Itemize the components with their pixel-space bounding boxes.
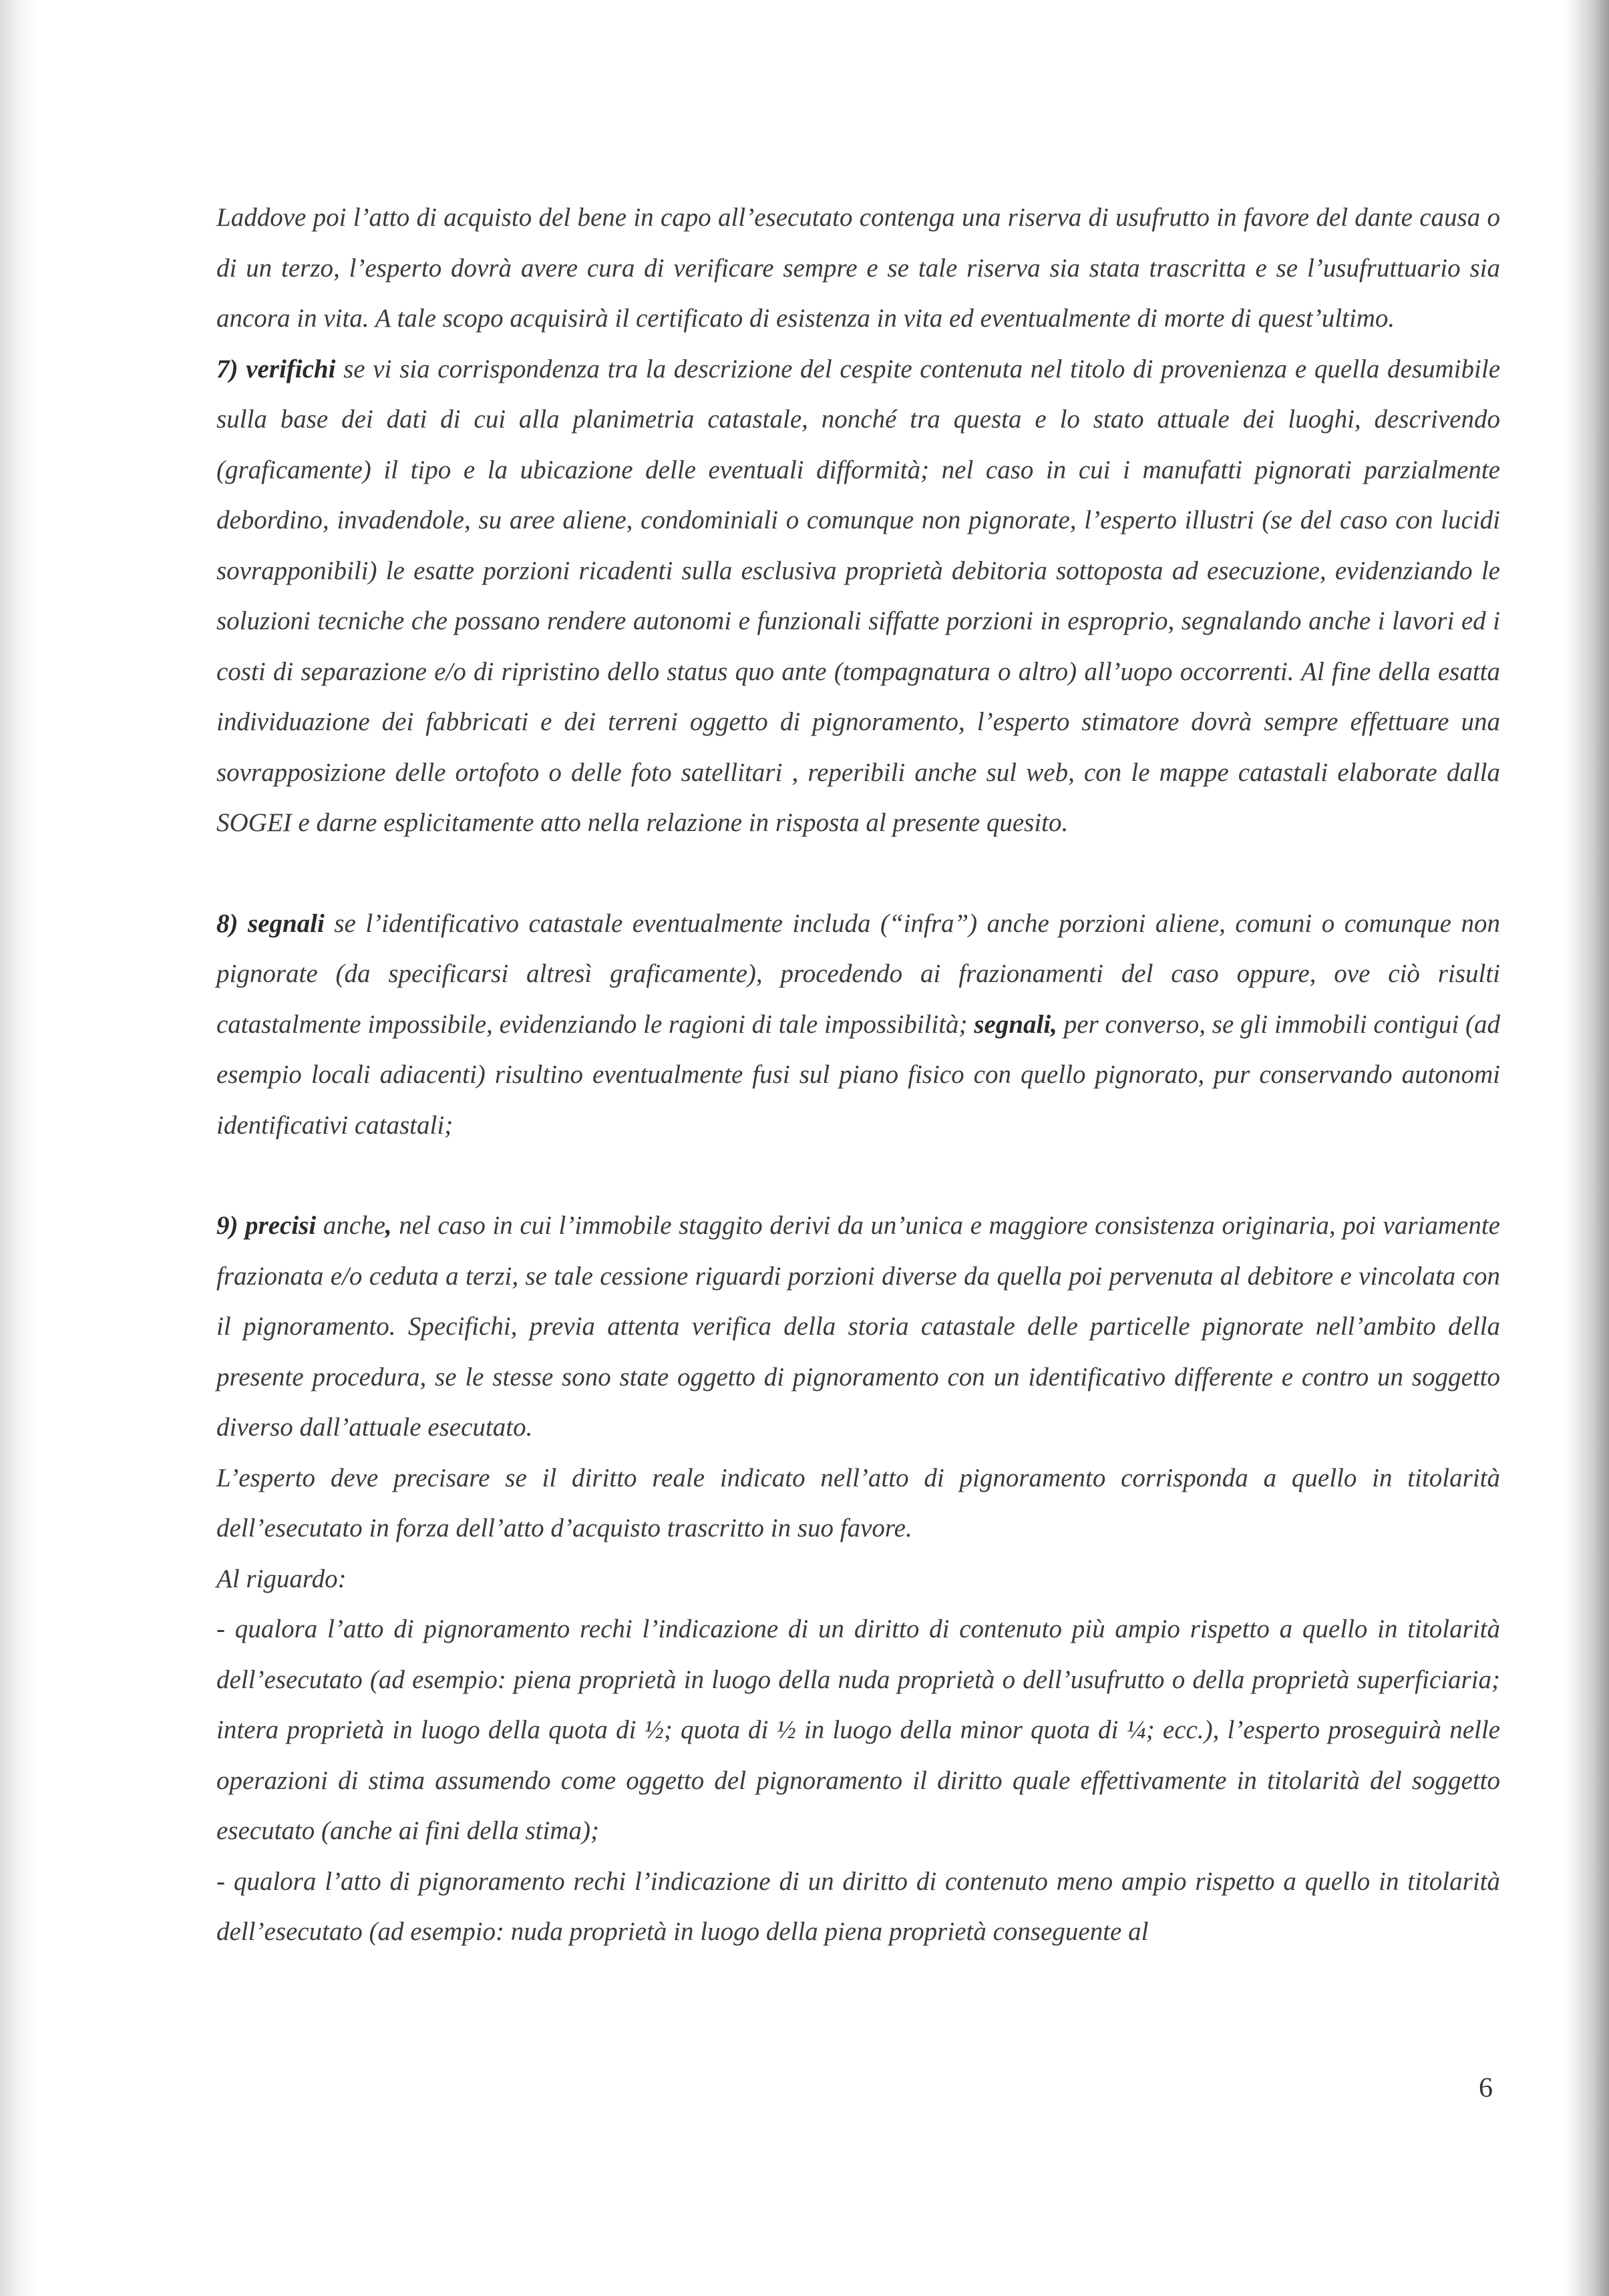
- paragraph-8-segnali: [216, 898, 1500, 1151]
- paragraph-usufrutto: Laddove poi l’atto di acquisto del bene in capo all’esecutato contenga una riserva di usufrutto in favore del dante causa o di un terzo, l’esperto dovrà avere cura di verificare sempre e se tale riserva sia stata trascritta e se l’usufruttuario sia ancora in vita. A tale scopo acquisirà il certificato di esistenza in vita ed eventualmente di morte di quest’ultimo.: [216, 203, 1500, 333]
- item-9-label: 9) precisi: [216, 1211, 317, 1240]
- document-body: [216, 192, 1500, 1957]
- list-item-contenuto-piu-ampio: - qualora l’atto di pignoramento rechi l’indicazione di un diritto di contenuto più ampio rispetto a quello in titolarità dell’esecutato (ad esempio: piena proprietà in luogo della nuda proprietà o dell’usufrutto o della proprietà superficiaria; intera proprietà in luogo della quota di ½; quota di ½ in luogo della minor quota di ¼; ecc.), l’esperto proseguirà nelle operazioni di stima assumendo come oggetto del pignoramento il diritto quale effettivamente in titolarità del soggetto esecutato (anche ai fini della stima);: [216, 1615, 1500, 1845]
- item-8-text-b: per converso, se gli immobili contigui (ad esempio locali adiacenti) risultino eventualmente fusi sul piano fisico con quello pignorato, pur conservando autonomi identificativi catastali;: [216, 1009, 1500, 1140]
- item-7-text: se vi sia corrispondenza tra la descrizione del cespite contenuta nel titolo di provenienza e quella desumibile sulla base dei dati di cui alla planimetria catastale, nonché tra questa e lo stato attuale dei luoghi, descrivendo (graficamente) il tipo e la ubicazione delle eventuali difformità; nel caso in cui i manufatti pignorati parzialmente debordino, invadendole, su aree aliene, condominiali o comunque non pignorate, l’esperto illustri (se del caso con lucidi sovrapponibili) le esatte porzioni ricadenti sulla esclusiva proprietà debitoria sottoposta ad esecuzione, evidenziando le soluzioni tecniche che possano rendere autonomi e funzionali siffatte porzioni in esproprio, segnalando anche i lavori ed i costi di separazione e/o di ripristino dello status quo ante (tompagnatura o altro) all’uopo occorrenti. Al fine della esatta individuazione dei fabbricati e dei terreni oggetto di pignoramento, l’esperto stimatore dovrà sempre effettuare una sovrapposizione delle ortofoto o delle foto satellitari , reperibili anche sul web, con le mappe catastali elaborate dalla SOGEI e darne esplicitamente atto nella relazione in risposta al presente quesito.: [216, 354, 1501, 837]
- page-number: 6: [1479, 2073, 1493, 2104]
- item-9-text-b: nel caso in cui l’immobile staggito derivi da un’unica e maggiore consistenza originaria, poi variamente frazionata e/o ceduta a terzi, se tale cessione riguardi porzioni diverse da quella poi pervenuta al debitore e vincolata con il pignoramento. Specifichi, previa attenta verifica della storia catastale delle particelle pignorate nell’ambito della presente procedura, se le stesse sono state oggetto di pignoramento con un identificativo differente e contro un soggetto diverso dall’attuale esecutato.: [216, 1211, 1500, 1442]
- item-8-text-a: se l’identificativo catastale eventualmente includa (“infra”) anche porzioni aliene, comuni o comunque non pignorate (da specificarsi altresì graficamente), procedendo ai frazionamenti del caso oppure, ove ciò risulti catastalmente impossibile, evidenziando le ragioni di tale impossibilità;: [216, 909, 1500, 1039]
- paragraph-9-precisi: [216, 1200, 1500, 1453]
- scan-left-edge-shadow: [0, 0, 40, 2296]
- item-8-label: 8) segnali: [216, 909, 325, 938]
- paragraph-diritto-reale: L’esperto deve precisare se il diritto reale indicato nell’atto di pignoramento corrisponda a quello in titolarità dell’esecutato in forza dell’atto d’acquisto trascritto in suo favore.: [216, 1463, 1500, 1542]
- paragraph-al-riguardo: Al riguardo:: [216, 1564, 347, 1593]
- paragraph-7-verifichi: [216, 344, 1500, 848]
- item-9-text-a: anche: [316, 1211, 385, 1240]
- item-8-label-b: segnali,: [974, 1009, 1057, 1039]
- list-item-contenuto-meno-ampio: - qualora l’atto di pignoramento rechi l’indicazione di un diritto di contenuto meno ampio rispetto a quello in titolarità dell’esecutato (ad esempio: nuda proprietà in luogo della piena proprietà conseguente al: [216, 1866, 1500, 1946]
- item-7-label: 7) verifichi: [216, 354, 336, 383]
- scan-right-edge-shadow: [1562, 0, 1609, 2296]
- item-9-comma: ,: [385, 1211, 392, 1240]
